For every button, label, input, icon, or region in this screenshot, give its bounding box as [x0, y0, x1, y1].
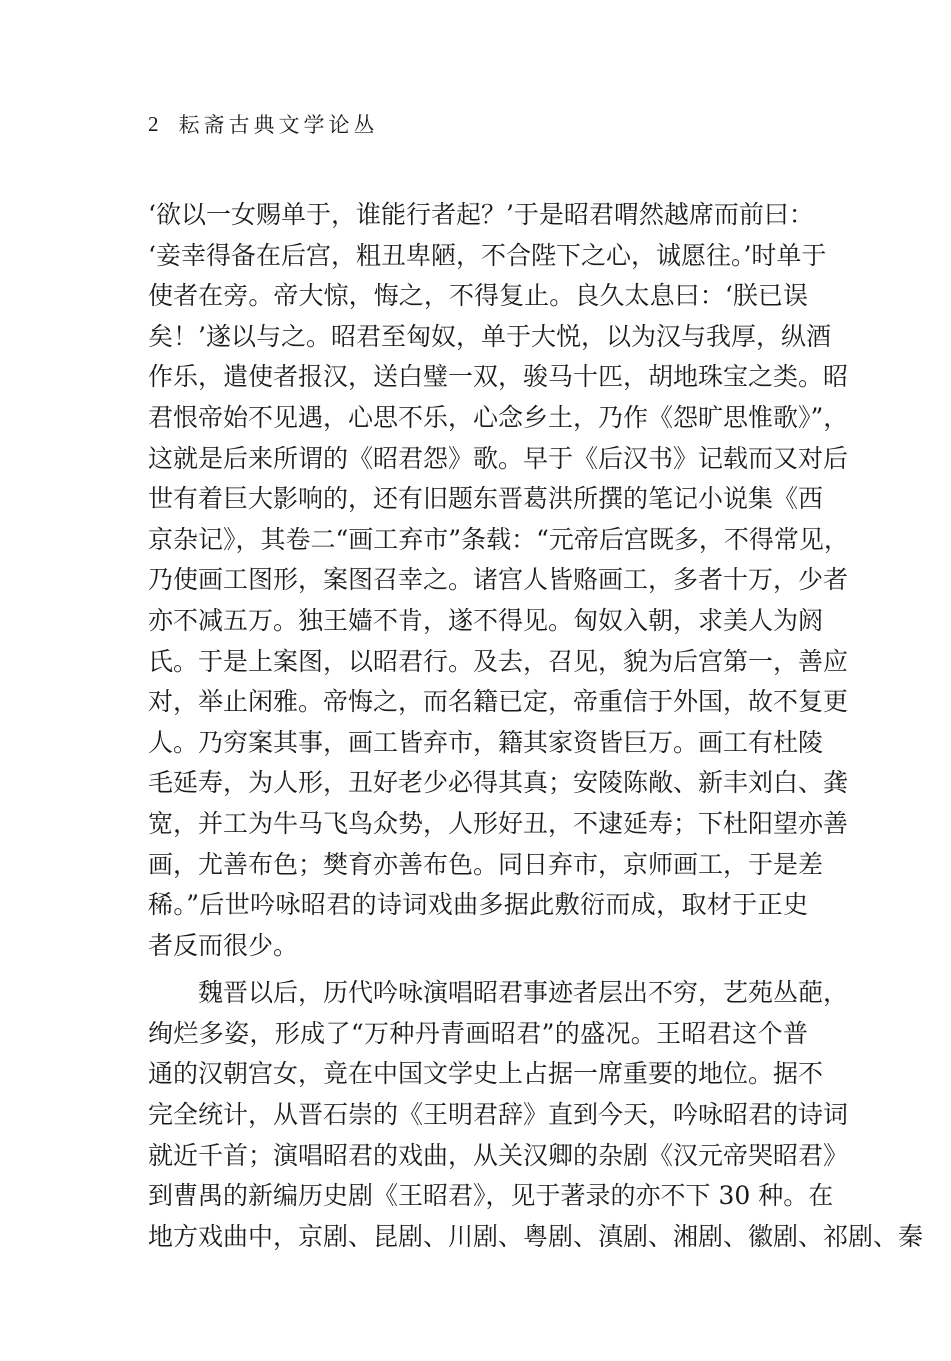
paragraph [148, 195, 849, 966]
text-line: ‘妾幸得备在后宫，粗丑卑陋，不合陛下之心，诚愿往。’时单于 [148, 240, 827, 270]
text-line: 完全统计，从晋石崇的《王明君辞》直到今天，吟咏昭君的诗词 [148, 1100, 849, 1130]
text-line: 这就是后来所谓的《昭君怨》歌。早于《后汉书》记载而又对后 [148, 443, 849, 473]
paragraph [148, 973, 924, 1257]
text-line: 世有着巨大影响的，还有旧题东晋葛洪所撰的笔记小说集《西 [148, 484, 824, 514]
paragraph-container [148, 195, 924, 1257]
text-line: ‘欲以一女赐单于，谁能行者起？’于是昭君喟然越席而前曰： [148, 200, 814, 229]
text-line: 人。乃穷案其事，画工皆弃市，籍其家资皆巨万。画工有杜陵 [148, 727, 824, 757]
body-text [148, 195, 924, 1257]
text-line: 通的汉朝宫女，竟在中国文学史上占据一席重要的地位。据不 [148, 1059, 824, 1089]
text-line: 魏晋以后，历代吟咏演唱昭君事迹者层出不穷，艺苑丛葩， [198, 978, 849, 1008]
book-title: 耘斋古典文学论丛 [178, 113, 379, 137]
running-header [148, 108, 379, 140]
text-line: 毛延寿，为人形，丑好老少必得其真；安陵陈敞、新丰刘白、龚 [148, 768, 849, 798]
text-line: 画，尤善布色；樊育亦善布色。同日弃市，京师画工，于是差 [148, 849, 824, 879]
paragraph-gap [148, 966, 808, 973]
text-line: 宽，并工为牛马飞鸟众势，人形好丑，不逮延寿；下杜阳望亦善 [148, 808, 849, 838]
text-line: 京杂记》，其卷二“画工弃市”条载：“元帝后宫既多，不得常见， [148, 524, 849, 554]
text-line: 氏。于是上案图，以昭君行。及去，召见，貌为后宫第一，善应 [148, 646, 849, 676]
text-line: 绚烂多姿，形成了“万种丹青画昭君”的盛况。王昭君这个普 [148, 1018, 808, 1048]
text-line: 矣！’遂以与之。昭君至匈奴，单于大悦，以为汉与我厚，纵酒 [148, 321, 831, 351]
text-line: 乃使画工图形，案图召幸之。诸宫人皆赂画工，多者十万，少者 [148, 565, 849, 595]
page-number: 2 [148, 111, 159, 136]
text-line: 稀。”后世吟咏昭君的诗词戏曲多据此敷衍而成，取材于正史 [148, 890, 808, 920]
text-line: 作乐，遣使者报汉，送白璧一双，骏马十匹，胡地珠宝之类。昭 [148, 362, 849, 392]
text-line: 到曹禺的新编历史剧《王昭君》，见于著录的亦不下 30 种。在 [148, 1181, 834, 1211]
text-line: 地方戏曲中，京剧、昆剧、川剧、粤剧、滇剧、湘剧、徽剧、祁剧、秦 [148, 1221, 924, 1251]
text-line: 对，举止闲雅。帝悔之，而名籍已定，帝重信于外国，故不复更 [148, 687, 849, 717]
text-line: 亦不减五万。独王嫱不肯，遂不得见。匈奴入朝，求美人为阏 [148, 605, 824, 635]
text-line: 就近千首；演唱昭君的戏曲，从关汉卿的杂剧《汉元帝哭昭君》 [148, 1140, 849, 1170]
text-line: 者反而很少。 [148, 930, 299, 960]
text-line: 使者在旁。帝大惊，悔之，不得复止。良久太息曰：‘朕已误 [148, 281, 808, 311]
text-line: 君恨帝始不见遇，心思不乐，心念乡土，乃作《怨旷思惟歌》”， [148, 402, 849, 432]
